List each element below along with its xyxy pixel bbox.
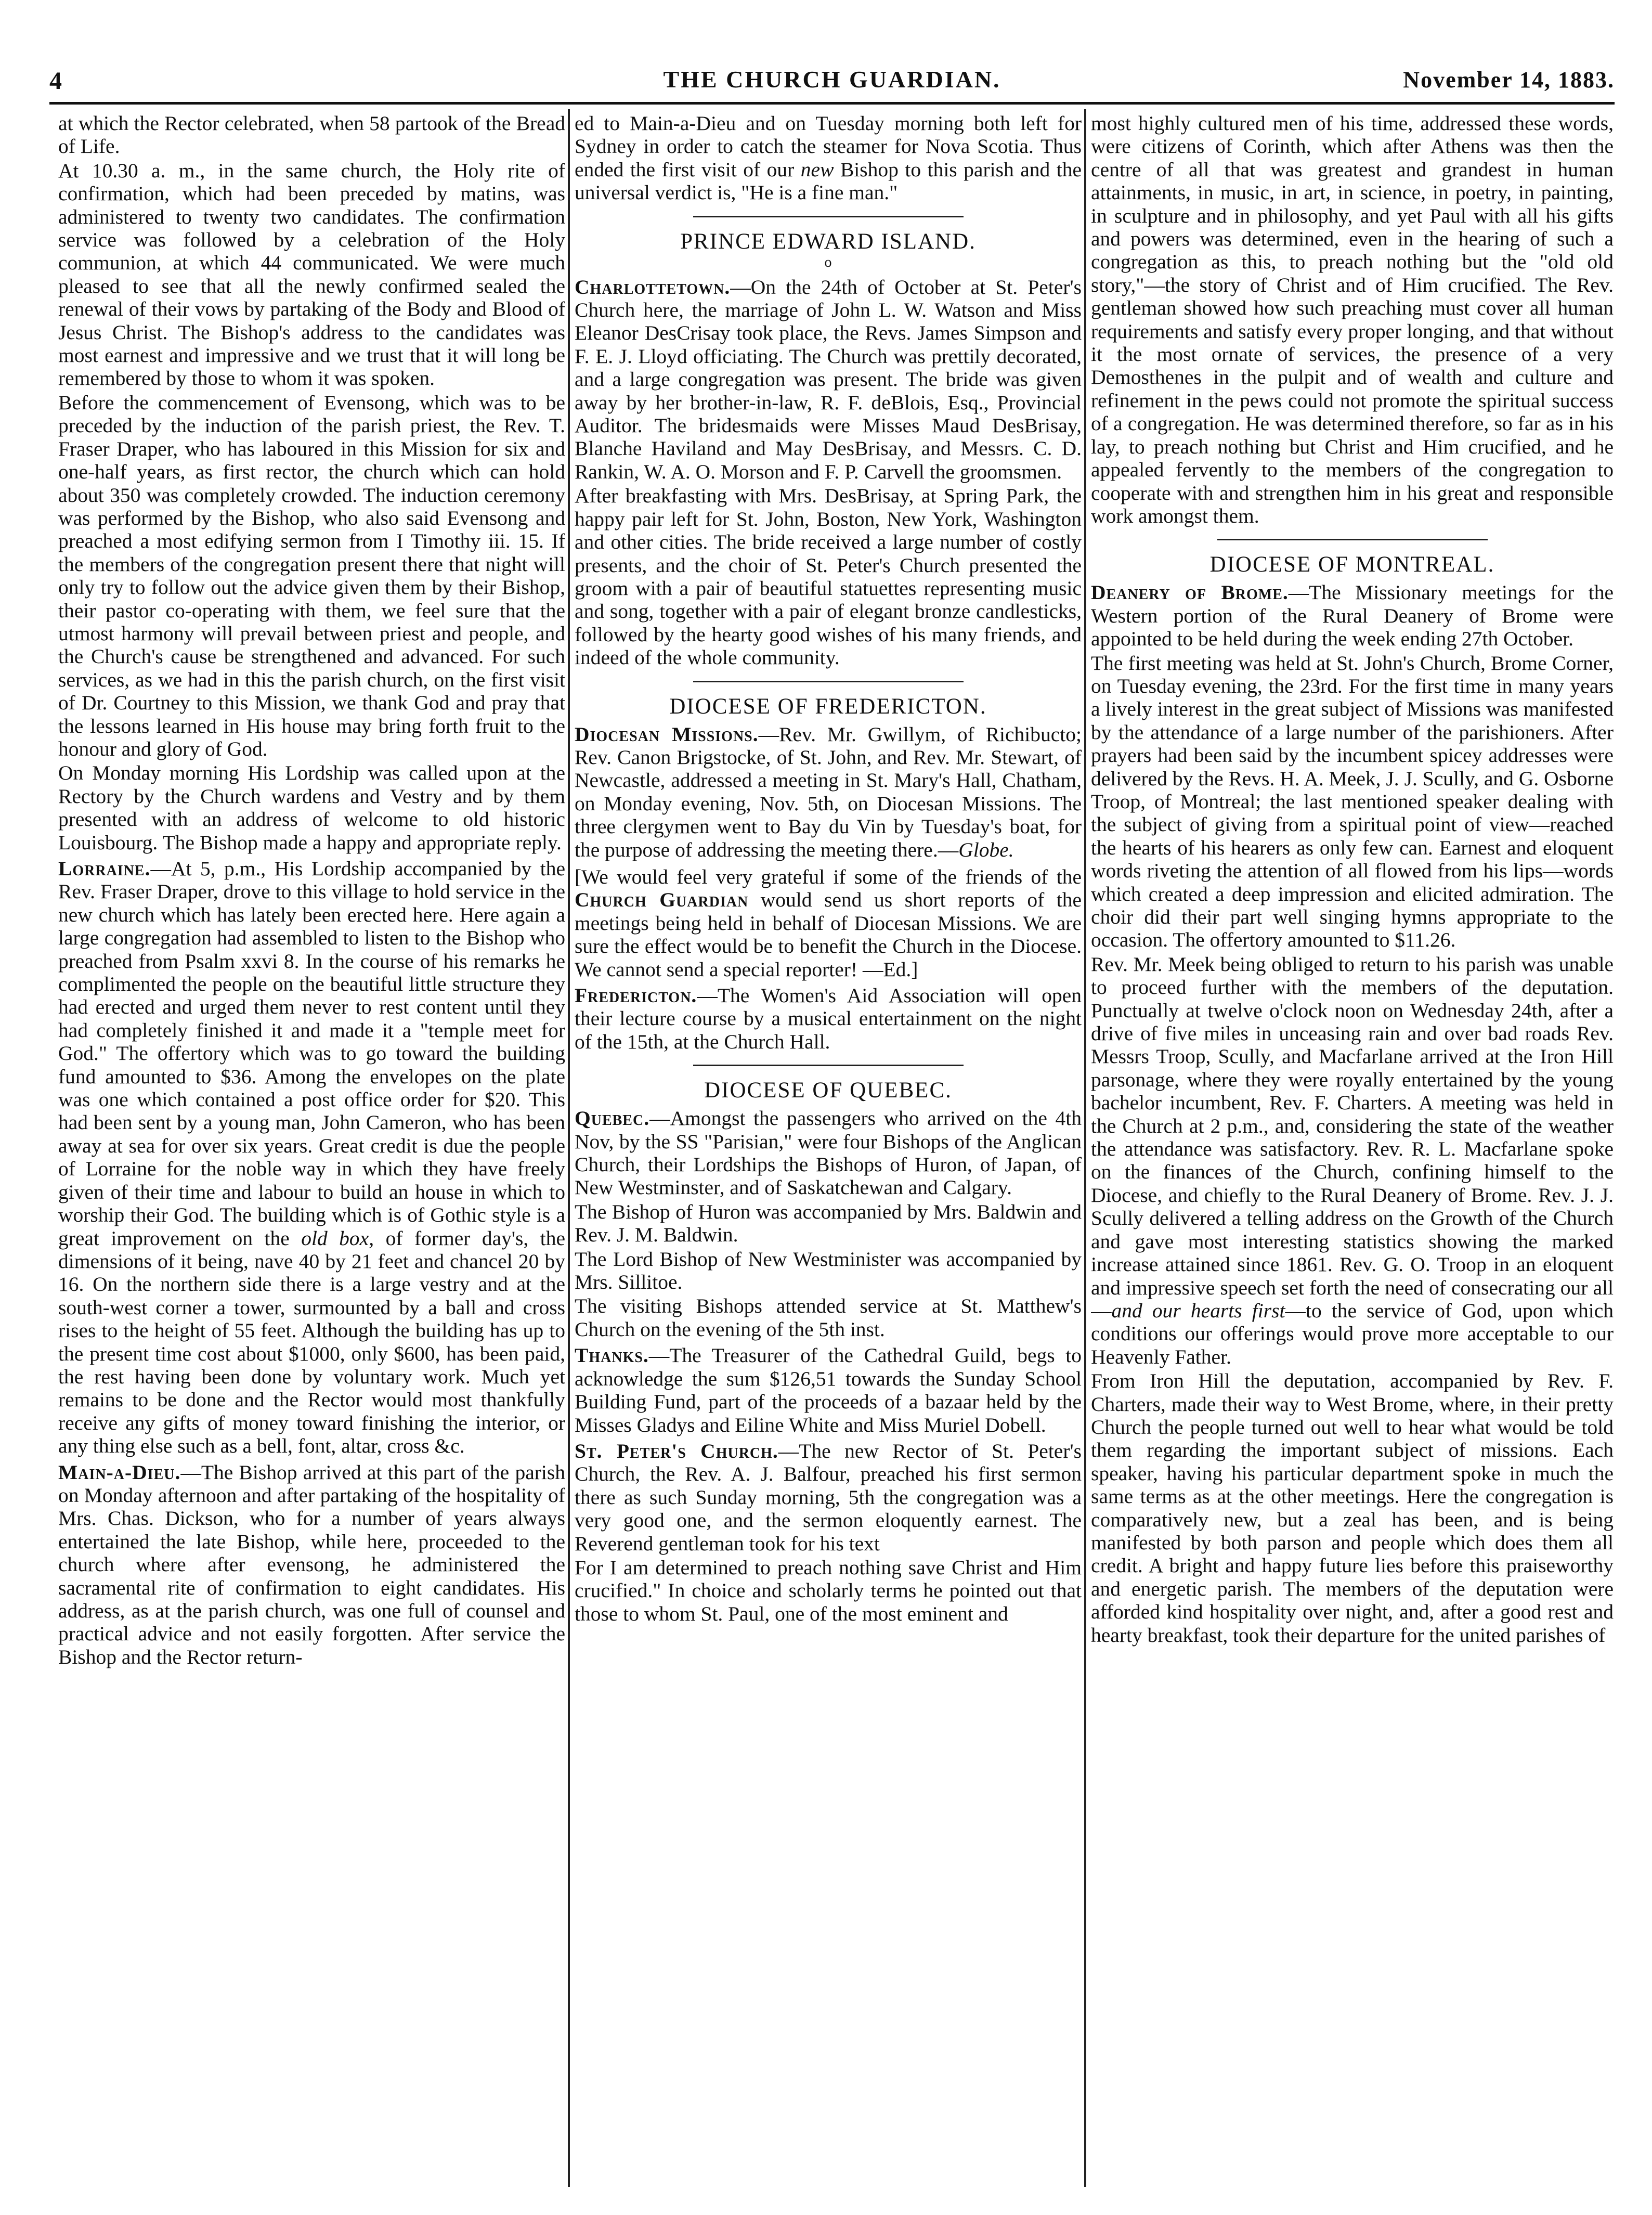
column-3 [1091, 112, 1614, 2187]
issue-date: November 14, 1883. [1403, 67, 1615, 93]
article-paragraph: Fredericton.—The Women's Aid Association will open their lecture course by a musical entertainment on the night of the 15th, at the Church Hall. [575, 984, 1082, 1053]
section-label: Fredericton. [575, 984, 697, 1007]
article-paragraph: Charlottetown.—On the 24th of October at St. Peter's Church here, the marriage of John L. W. Watson and Miss Eleanor DesCrisay took place, the Revs. James Simpson and F. E. J. Lloyd officiating. The Church was prettily decorated, and a large congregation was present. The bride was given away by her brother-in-law, R. F. deBlois, Esq., Provincial Auditor. The bridesmaids were Misses Maud DesBrisay, Blanche Haviland and May DesBrisay, and Messrs. C. D. Rankin, W. A. O. Morson and F. P. Carvell the groomsmen. [575, 275, 1082, 483]
article-paragraph: After breakfasting with Mrs. DesBrisay, at Spring Park, the happy pair left for St. John, Boston, New York, Washington and other cities. The bride received a large number of costly presents, and the choir of St. Peter's Church presented the groom with a pair of beautiful statuettes representing music and song, together with a pair of elegant bronze candlesticks, followed by the hearty good wishes of his many friends, and indeed of the whole community. [575, 484, 1082, 669]
article-paragraph: On Monday morning His Lordship was called upon at the Rectory by the Church wardens and Vestry and by them presented with an address of welcome to old historic Louisbourg. The Bishop made a happy and appropriate reply. [58, 761, 565, 854]
section-label: Diocesan Missions. [575, 722, 759, 746]
article-paragraph: Before the commencement of Evensong, which was to be preceded by the induction of the parish priest, the Rev. T. Fraser Draper, who has laboured in this Mission for six and one-half years, as first rector, the church which can hold about 350 was completely crowded. The induction ceremony was performed by the Bishop, who also said Evensong and preached a most edifying sermon from I Timothy iii. 15. If the members of the congregation present there that night will only try to follow out the advice given them by their Bishop, their pastor co-operating with them, we feel sure that the utmost harmony will prevail between priest and people, and the Church's cause be strengthened and advanced. For such services, as we had in this the parish church, on the first visit of Dr. Courtney to this Mission, we thank God and pray that the lessons learned in His house may bring forth fruit to the honour and glory of God. [58, 391, 565, 760]
section-divider [693, 681, 964, 682]
article-paragraph: The visiting Bishops attended service at St. Matthew's Church on the evening of the 5th inst. [575, 1294, 1082, 1341]
article-paragraph: ed to Main-a-Dieu and on Tuesday morning both left for Sydney in order to catch the steamer for Nova Scotia. Thus ended the first visit of our new Bishop to this parish and the universal verdict is, "He is a fine man." [575, 112, 1082, 204]
column-2 [575, 112, 1082, 2187]
article-paragraph: The Lord Bishop of New Westminister was accompanied by Mrs. Sillitoe. [575, 1247, 1082, 1294]
article-paragraph: at which the Rector celebrated, when 58 partook of the Bread of Life. [58, 112, 565, 158]
article-paragraph: The first meeting was held at St. John's Church, Brome Corner, on Tuesday evening, the 23rd. For the first time in many years a lively interest in the great subject of Missions was manifested by the attendance of a large number of the parishioners. After prayers had been said by the incumbent spicey addresses were delivered by the Revs. H. A. Meek, J. J. Scully, and G. Osborne Troop, of Montreal; the last mentioned speaker dealing with the subject of giving from a spiritual point of view—reached the hearts of his hearers as only few can. Earnest and eloquent words riveting the attention of all flowed from his lips—words which created a deep impression and elicited admiration. The choir did their part well singing hymns appropriate to the occasion. The offertory amounted to $11.26. [1091, 651, 1614, 952]
section-label: Lorraine. [58, 857, 151, 880]
page-number: 4 [49, 67, 62, 95]
section-label: Charlottetown. [575, 275, 731, 299]
masthead [49, 61, 1615, 105]
section-divider [693, 216, 964, 217]
article-paragraph: Deanery of Brome.—The Missionary meetings for the Western portion of the Rural Deanery of Brome were appointed to be held during the week ending 27th October. [1091, 581, 1614, 651]
article-paragraph: Quebec.—Amongst the passengers who arrived on the 4th Nov, by the SS "Parisian," were four Bishops of the Anglican Church, their Lordships the Bishops of Huron, of Japan, of New Westminster, and of Saskatchewan and Calgary. [575, 1107, 1082, 1199]
article-paragraph: Diocesan Missions.—Rev. Mr. Gwillym, of Richibucto; Rev. Canon Brigstocke, of St. John, and Rev. Mr. Stewart, of Newcastle, addressed a meeting in St. Mary's Hall, Chatham, on Monday evening, Nov. 5th, on Diocesan Missions. The three clergymen went to Bay du Vin by Tuesday's boat, for the purpose of addressing the meeting there.—Globe. [575, 722, 1082, 861]
article-paragraph: most highly cultured men of his time, addressed these words, were citizens of Corinth, which after Athens was then the centre of all that was greatest and grandest in human attainments, in music, in art, in science, in poetry, in painting, in sculpture and in philosophy, and yet Paul with all his gifts and powers was determined, even in the hearing of such a congregation as this, to preach nothing but the "old old story,"—the story of Christ and of Him crucified. The Rev. gentleman showed how such preaching must cover all human requirements and satisfy every proper longing, and that without it the most ornate of services, the presence of a very Demosthenes in the pulpit and of wealth and culture and refinement in the pews could not promote the spiritual success of a congregation. He was determined therefore, so far as in his lay, to preach nothing but Christ and Him crucified, and he appealed fervently to the members of the congregation to cooperate with and strengthen him in his great and responsible work amongst them. [1091, 112, 1614, 527]
article-paragraph: Main-a-Dieu.—The Bishop arrived at this part of the parish on Monday afternoon and after partaking of the hospitality of Mrs. Chas. Dickson, who for a number of years always entertained the late Bishop, while here, proceeded to the church where after evensong, he administered the sacramental rite of confirmation to eight candidates. His address, as at the parish church, was one full of counsel and practical advice and not easily forgotten. After service the Bishop and the Rector return- [58, 1460, 565, 1668]
column-1 [58, 112, 565, 2187]
article-paragraph: The Bishop of Huron was accompanied by Mrs. Baldwin and Rev. J. M. Baldwin. [575, 1200, 1082, 1247]
section-label: Thanks. [575, 1344, 649, 1367]
column-rule [1084, 109, 1086, 2187]
editor-note: [We would feel very grateful if some of the friends of the Church Guardian would send us short reports of the meetings being held in behalf of Diocesan Missions. We are sure the effect would be to benefit the Church in the Diocese. We cannot send a special reporter! —Ed.] [575, 865, 1082, 981]
article-paragraph: Rev. Mr. Meek being obliged to return to his parish was unable to proceed further with the members of the deputation. Punctually at twelve o'clock noon on Wednesday 24th, after a drive of five miles in unceasing rain and over bad roads Rev. Messrs Troop, Scully, and Macfarlane arrived at the Iron Hill parsonage, where they were royally entertained by the young bachelor incumbent, Rev. F. Charters. A meeting was held in the Church at 2 p.m., and, considering the state of the weather the attendance was satisfactory. Rev. R. L. Macfarlane spoke on the finances of the Church, confining himself to the Diocese, and chiefly to the Rural Deanery of Brome. Rev. J. J. Scully delivered a telling address on the Growth of the Church and gave most interesting statistics showing the marked increase attained since 1861. Rev. G. O. Troop in an eloquent and impressive speech set forth the need of consecrating our all—and our hearts first—to the service of God, upon which conditions our offerings would prove more acceptable to our Heavenly Father. [1091, 952, 1614, 1368]
newspaper-title: THE CHURCH GUARDIAN. [663, 66, 1001, 93]
section-label: Main-a-Dieu. [58, 1460, 181, 1484]
section-divider [693, 1065, 964, 1066]
section-heading: PRINCE EDWARD ISLAND. [680, 229, 976, 254]
section-label: St. Peter's Church. [575, 1439, 778, 1462]
section-heading: DIOCESE OF MONTREAL. [1209, 552, 1495, 577]
column-rule [568, 109, 570, 2187]
article-paragraph: Lorraine.—At 5, p.m., His Lordship accompanied by the Rev. Fraser Draper, drove to this village to hold service in the new church which has lately been erected here. Here again a large congregation had assembled to listen to the Bishop who preached from Psalm xxvi 8. In the course of his remarks he complimented the people on the beautiful little structure they had erected and urged them never to rest content until they had completely finished it and made it a "temple meet for God." The offertory which was to go toward the building fund amounted to $36. Among the envelopes on the plate was one which contained a post office order for $20. This had been sent by a young man, John Cameron, who has been away at sea for over six years. Great credit is due the people of Lorraine for the noble way in which they have freely given of their time and labour to build an house in which to worship their God. The building which is of Gothic style is a great improvement on the old box, of former day's, the dimensions of it being, nave 40 by 21 feet and chancel 20 by 16. On the northern side there is a large vestry and at the south-west corner a tower, surmounted by a ball and cross rises to the height of 55 feet. Although the building has up to the present time cost about $1000, only $600, has been paid, the rest having been done by voluntary work. Much yet remains to be done and the Rector would most thankfully receive any gifts of money toward finishing the interior, or any thing else such as a bell, font, altar, cross &c. [58, 857, 565, 1458]
section-divider [1217, 539, 1488, 540]
section-label: Deanery of Brome. [1091, 581, 1289, 604]
heading-ornament: o [824, 254, 832, 270]
section-heading: DIOCESE OF FREDERICTON. [669, 694, 987, 719]
section-label: Quebec. [575, 1107, 650, 1130]
article-paragraph: Thanks.—The Treasurer of the Cathedral Guild, begs to acknowledge the sum $126,51 towards the Sunday School Building Fund, part of the proceeds of a bazaar held by the Misses Gladys and Eiline White and Miss Muriel Dobell. [575, 1344, 1082, 1436]
article-paragraph: At 10.30 a. m., in the same church, the Holy rite of confirmation, which had been preceded by matins, was administered to twenty two candidates. The confirmation service was followed by a celebration of the Holy communion, at which 44 communicated. We were much pleased to see that all the newly confirmed sealed the renewal of their vows by partaking of the Body and Blood of Jesus Christ. The Bishop's address to the candidates was most earnest and impressive and we trust that it will long be remembered by those to whom it was spoken. [58, 159, 565, 390]
article-paragraph: From Iron Hill the deputation, accompanied by Rev. F. Charters, made their way to West Brome, where, in their pretty Church the people turned out well to hear what would be told them regarding the important subject of missions. Each speaker, having his particular department spoke in much the same terms as at the other meetings. Here the congregation is comparatively new, but a zeal has been, and is being manifested by both parson and people which does them all credit. A bright and happy future lies before this praiseworthy and energetic parish. The members of the deputation were afforded kind hospitality over night, and, after a good rest and hearty breakfast, took their departure for the united parishes of [1091, 1369, 1614, 1647]
section-heading: DIOCESE OF QUEBEC. [704, 1078, 952, 1103]
article-paragraph: For I am determined to preach nothing save Christ and Him crucified." In choice and scholarly terms he pointed out that those to whom St. Paul, one of the most eminent and [575, 1556, 1082, 1625]
article-paragraph: St. Peter's Church.—The new Rector of St. Peter's Church, the Rev. A. J. Balfour, preached his first sermon there as such Sunday morning, 5th the congregation was a very good one, and the sermon eloquently earnest. The Reverend gentleman took for his text [575, 1439, 1082, 1555]
